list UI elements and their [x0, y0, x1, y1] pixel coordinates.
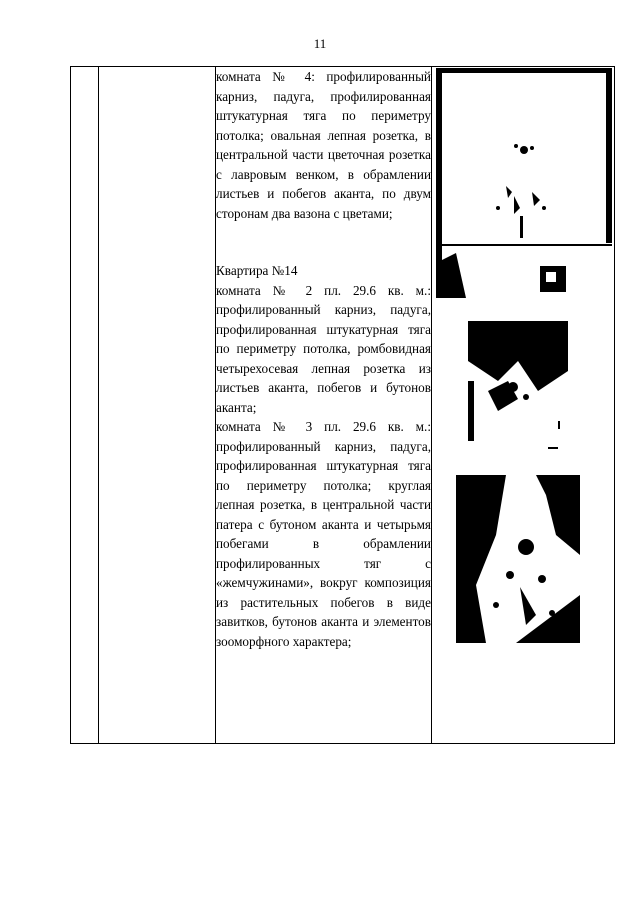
- monument-table: [70, 66, 615, 744]
- number-cell: [71, 67, 99, 744]
- description-room2: комната № 2 пл. 29.6 кв. м.: профилированный карниз, падуга, профилированная штукатурная тяга по периметру потолка, ромбовидная четырехосевая лепная розетка из листьев аканта, побегов и бутонов аканта;: [216, 282, 431, 415]
- description-room4: комната № 4: профилированный карниз, падуга, профилированная штукатурная тяга по периметру потолка; овальная лепная розетка, в центральной части цветочная розетка с лавровым венком, в обрамлении листьев и побегов аканта, по двум сторонам два вазона с цветами;: [216, 69, 431, 221]
- photo-cell: [432, 67, 615, 744]
- description-room3: комната № 3 пл. 29.6 кв. м.: профилированный карниз, падуга, профилированная штукатурная тяга по периметру потолка; круглая лепная розетка, в центральной части патера с бутоном аканта и четырьмя побегами в обрамлении профилированных тяг с «жемчужинами», вокруг композиция из растительных побегов в виде завитков, бутонов аканта и элементов зооморфного характера;: [216, 419, 431, 649]
- apartment-heading: Квартира №14: [216, 263, 298, 278]
- rosette-photo-room2: [468, 321, 568, 451]
- description-cell: [216, 67, 432, 744]
- ceiling-rosette-photo: [436, 68, 612, 298]
- rosette-photo-room3: [456, 475, 580, 643]
- page-number: 11: [313, 36, 327, 51]
- name-cell: [99, 67, 216, 744]
- table-row: [71, 67, 615, 744]
